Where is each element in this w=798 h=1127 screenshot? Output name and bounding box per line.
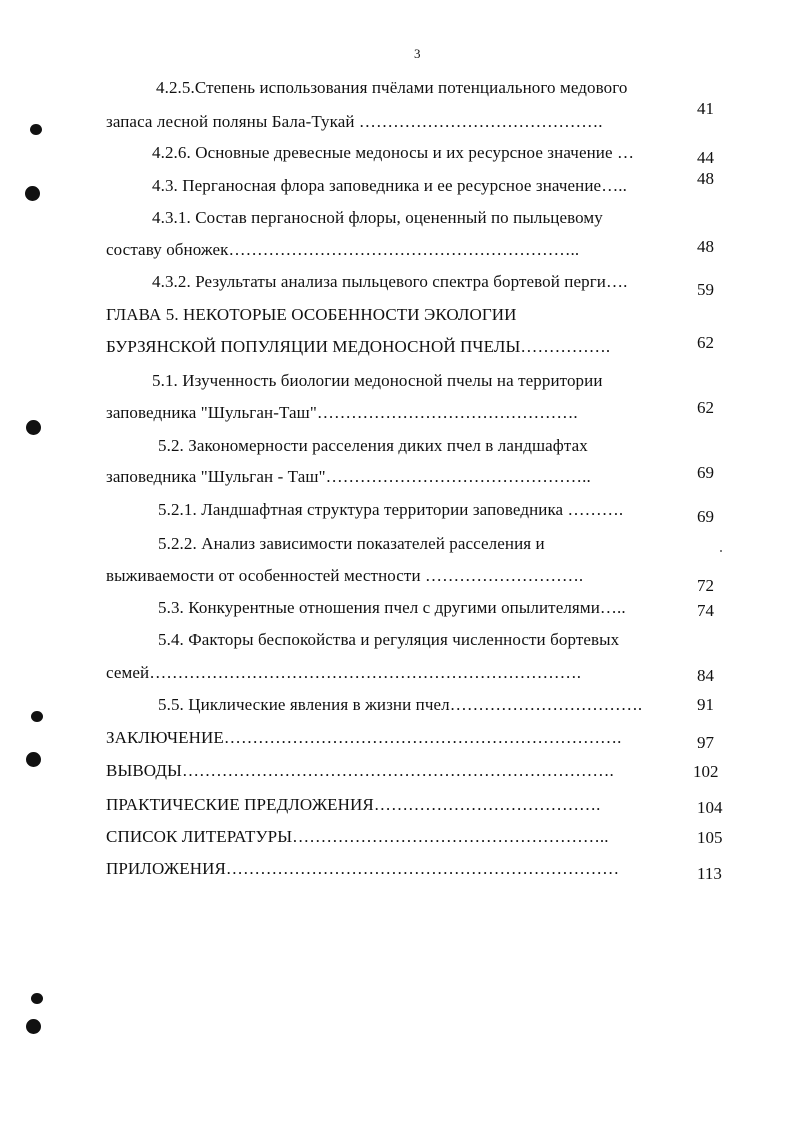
toc-line: 4.3.1. Состав перганосной флоры, оцененный по пыльцевому [152,208,603,227]
toc-chapter-line: СПИСОК ЛИТЕРАТУРЫ……………………………………………….. [106,827,609,846]
toc-page-number: 91 [697,695,714,714]
toc-chapter-line: ЗАКЛЮЧЕНИЕ……………………………………………………………. [106,728,622,747]
toc-line: семей…………………………………………………………………. [106,663,582,682]
toc-line: 4.2.5.Степень использования пчёлами потенциального медового [156,78,628,97]
toc-page-number: 69 [697,463,714,482]
toc-line: выживаемости от особенностей местности ………………………. [106,566,584,585]
toc-line: составу обножек…………………………………………………….. [106,240,580,259]
binder-hole-mark [25,186,40,201]
toc-page-number: 41 [697,99,714,118]
binder-hole-mark [26,1019,41,1034]
toc-line: 5.2.2. Анализ зависимости показателей расселения и [158,534,545,553]
toc-page-number: 48 [697,237,714,256]
toc-line: заповедника "Шульган-Таш"………………………………………. [106,403,578,422]
toc-line: 5.2. Закономерности расселения диких пчел в ландшафтах [158,436,588,455]
toc-line: запаса лесной поляны Бала-Тукай ……………………………………. [106,112,603,131]
toc-page-number: 104 [697,798,723,817]
toc-page-number: 69 [697,507,714,526]
toc-line: 5.2.1. Ландшафтная структура территории заповедника ………. [158,500,624,519]
toc-chapter-line: ПРИЛОЖЕНИЯ…………………………………………………………… [106,859,620,878]
toc-page-number: 59 [697,280,714,299]
speck [720,550,722,552]
toc-page-number: 84 [697,666,714,685]
toc-page-number: 97 [697,733,714,752]
binder-hole-mark [26,752,41,767]
toc-page-number: 113 [697,864,722,883]
toc-page-number: 74 [697,601,714,620]
binder-hole-mark-small [31,993,43,1004]
toc-chapter-line: ГЛАВА 5. НЕКОТОРЫЕ ОСОБЕННОСТИ ЭКОЛОГИИ [106,305,517,324]
page-number: 3 [414,46,421,61]
toc-line: 4.2.6. Основные древесные медоносы и их ресурсное значение … [152,143,635,162]
toc-line: 5.5. Циклические явления в жизни пчел……………………………. [158,695,643,714]
toc-page-number: 62 [697,333,714,352]
toc-line: заповедника "Шульган - Таш"……………………………………….. [106,467,591,486]
toc-line: 5.1. Изученность биологии медоносной пчелы на территории [152,371,603,390]
toc-chapter-line: ПРАКТИЧЕСКИЕ ПРЕДЛОЖЕНИЯ…………………………………. [106,795,601,814]
toc-chapter-line: БУРЗЯНСКОЙ ПОПУЛЯЦИИ МЕДОНОСНОЙ ПЧЕЛЫ……………. [106,337,611,356]
binder-hole-mark-small [31,711,43,722]
toc-chapter-line: ВЫВОДЫ…………………………………………………………………. [106,761,614,780]
toc-line: 4.3.2. Результаты анализа пыльцевого спектра бортевой перги…. [152,272,628,291]
toc-line: 4.3. Перганосная флора заповедника и ее ресурсное значение….. [152,176,628,195]
toc-line: 5.4. Факторы беспокойства и регуляция численности бортевых [158,630,620,649]
toc-page-number: 62 [697,398,714,417]
toc-page-number: 48 [697,169,714,188]
binder-hole-mark [26,420,41,435]
toc-line: 5.3. Конкурентные отношения пчел с другими опылителями….. [158,598,626,617]
toc-page-number: 44 [697,148,714,167]
toc-page-number: 102 [693,762,719,781]
toc-page-number: 72 [697,576,714,595]
binder-hole-mark-small [30,124,42,135]
toc-page-number: 105 [697,828,723,847]
